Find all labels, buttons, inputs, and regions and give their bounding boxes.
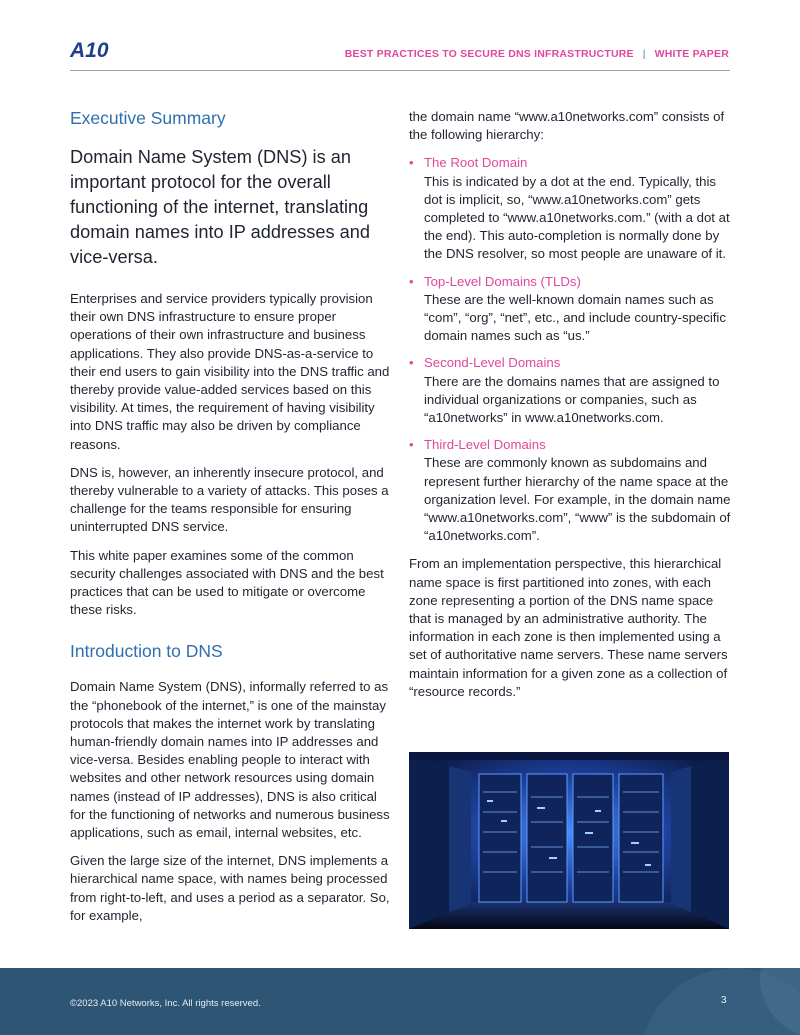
header-divider bbox=[70, 70, 730, 71]
bullet-icon: • bbox=[409, 437, 414, 453]
list-item bbox=[409, 354, 731, 427]
list-item bbox=[409, 436, 731, 545]
page-footer bbox=[0, 968, 800, 1035]
bullet-icon: • bbox=[409, 273, 414, 289]
exec-paragraph-3: This white paper examines some of the common security challenges associated with DNS and the best practices that can be used to mitigate or overcome these risks. bbox=[70, 547, 384, 618]
continuation-paragraph: the domain name “www.a10networks.com” consists of the following hierarchy: bbox=[409, 109, 725, 143]
copyright-text: ©2023 A10 Networks, Inc. All rights reserved. bbox=[70, 998, 261, 1009]
header-title bbox=[345, 48, 729, 60]
hierarchy-desc: There are the domains names that are assigned to individual organizations or companies, such as “a10networks” in www.a10networks.com. bbox=[424, 373, 720, 426]
implementation-paragraph: From an implementation perspective, this hierarchical name space is first partitioned into zones, with each zone representing a portion of the DNS name space that is managed by an administrative authority. The information in each zone is then implemented using a set of authoritative name servers. These name servers maintain information for a given zone as a collection of “resource records.” bbox=[409, 556, 728, 699]
hierarchy-desc: These are commonly known as subdomains and represent further hierarchy of the name space at the organization level. For example, in the domain name “www.a10networks.com”, “www” is the subdomain of “a10networks.com”. bbox=[424, 455, 731, 544]
introduction-heading: Introduction to DNS bbox=[70, 641, 223, 662]
hierarchy-desc: These are the well-known domain names such as “com”, “org”, “net”, etc., and include country-specific domain names such as “us.” bbox=[424, 291, 726, 344]
server-racks-image bbox=[409, 752, 729, 929]
logo-text: A10 bbox=[70, 39, 109, 62]
bullet-icon: • bbox=[409, 355, 414, 371]
hierarchy-desc: This is indicated by a dot at the end. Typically, this dot is implicit, so, “www.a10networks.com” gets completed to “www.a10networks.com.” (with a dot at the end). This auto-completion is normally done by the DNS resolver, so most people are unaware of it. bbox=[424, 173, 730, 262]
executive-summary-heading: Executive Summary bbox=[70, 108, 226, 128]
exec-paragraph-2: DNS is, however, an inherently insecure protocol, and thereby vulnerable to a variety of attacks. This poses a challenge for the teams responsible for ensuring uninterrupted DNS service. bbox=[70, 464, 389, 535]
exec-paragraph-1: Enterprises and service providers typically provision their own DNS infrastructure to ensure proper operations of their own infrastructure and business applications. They also provide DNS-as-a-service to their end users to gain visibility into the DNS traffic and thereby provide value-added services based on this visibility. At times, the requirement of having visibility into DNS traffic may also be driven by compliance reasons. bbox=[70, 291, 390, 452]
right-column bbox=[409, 108, 731, 711]
domain-hierarchy-list bbox=[409, 154, 731, 545]
page-number: 3 bbox=[721, 995, 727, 1006]
header-separator: | bbox=[642, 48, 646, 60]
a10-logo bbox=[70, 38, 116, 62]
intro-paragraph-1: Domain Name System (DNS), informally referred to as the “phonebook of the internet,” is one of the mainstay protocols that makes the internet work by translating human-friendly domain names into IP addresses and vice-versa. Besides enabling people to interact with websites and other network resources using domain names (instead of IP addresses), DNS is also critical for the functioning of networks and numerous business applications, such as email, internal websites, etc. bbox=[70, 679, 390, 841]
bullet-icon: • bbox=[409, 155, 414, 171]
doc-type: WHITE PAPER bbox=[654, 48, 729, 60]
list-item bbox=[409, 273, 731, 346]
hierarchy-term: Third-Level Domains bbox=[424, 437, 546, 453]
hierarchy-term: Top-Level Domains (TLDs) bbox=[424, 273, 581, 289]
data-center-photo bbox=[409, 752, 729, 929]
doc-title: BEST PRACTICES TO SECURE DNS INFRASTRUCTURE bbox=[344, 48, 634, 60]
hierarchy-term: The Root Domain bbox=[424, 155, 528, 171]
hierarchy-term: Second-Level Domains bbox=[424, 355, 561, 371]
a10-logo-icon bbox=[70, 38, 116, 62]
intro-paragraph-2: Given the large size of the internet, DNS implements a hierarchical name space, with names being processed from right-to-left, and uses a period as a separator. So, for example, bbox=[70, 853, 390, 923]
lead-paragraph: Domain Name System (DNS) is an important protocol for the overall functioning of the internet, translating domain names into IP addresses and vice-versa. bbox=[70, 147, 370, 267]
left-column bbox=[70, 108, 390, 935]
list-item bbox=[409, 154, 731, 263]
